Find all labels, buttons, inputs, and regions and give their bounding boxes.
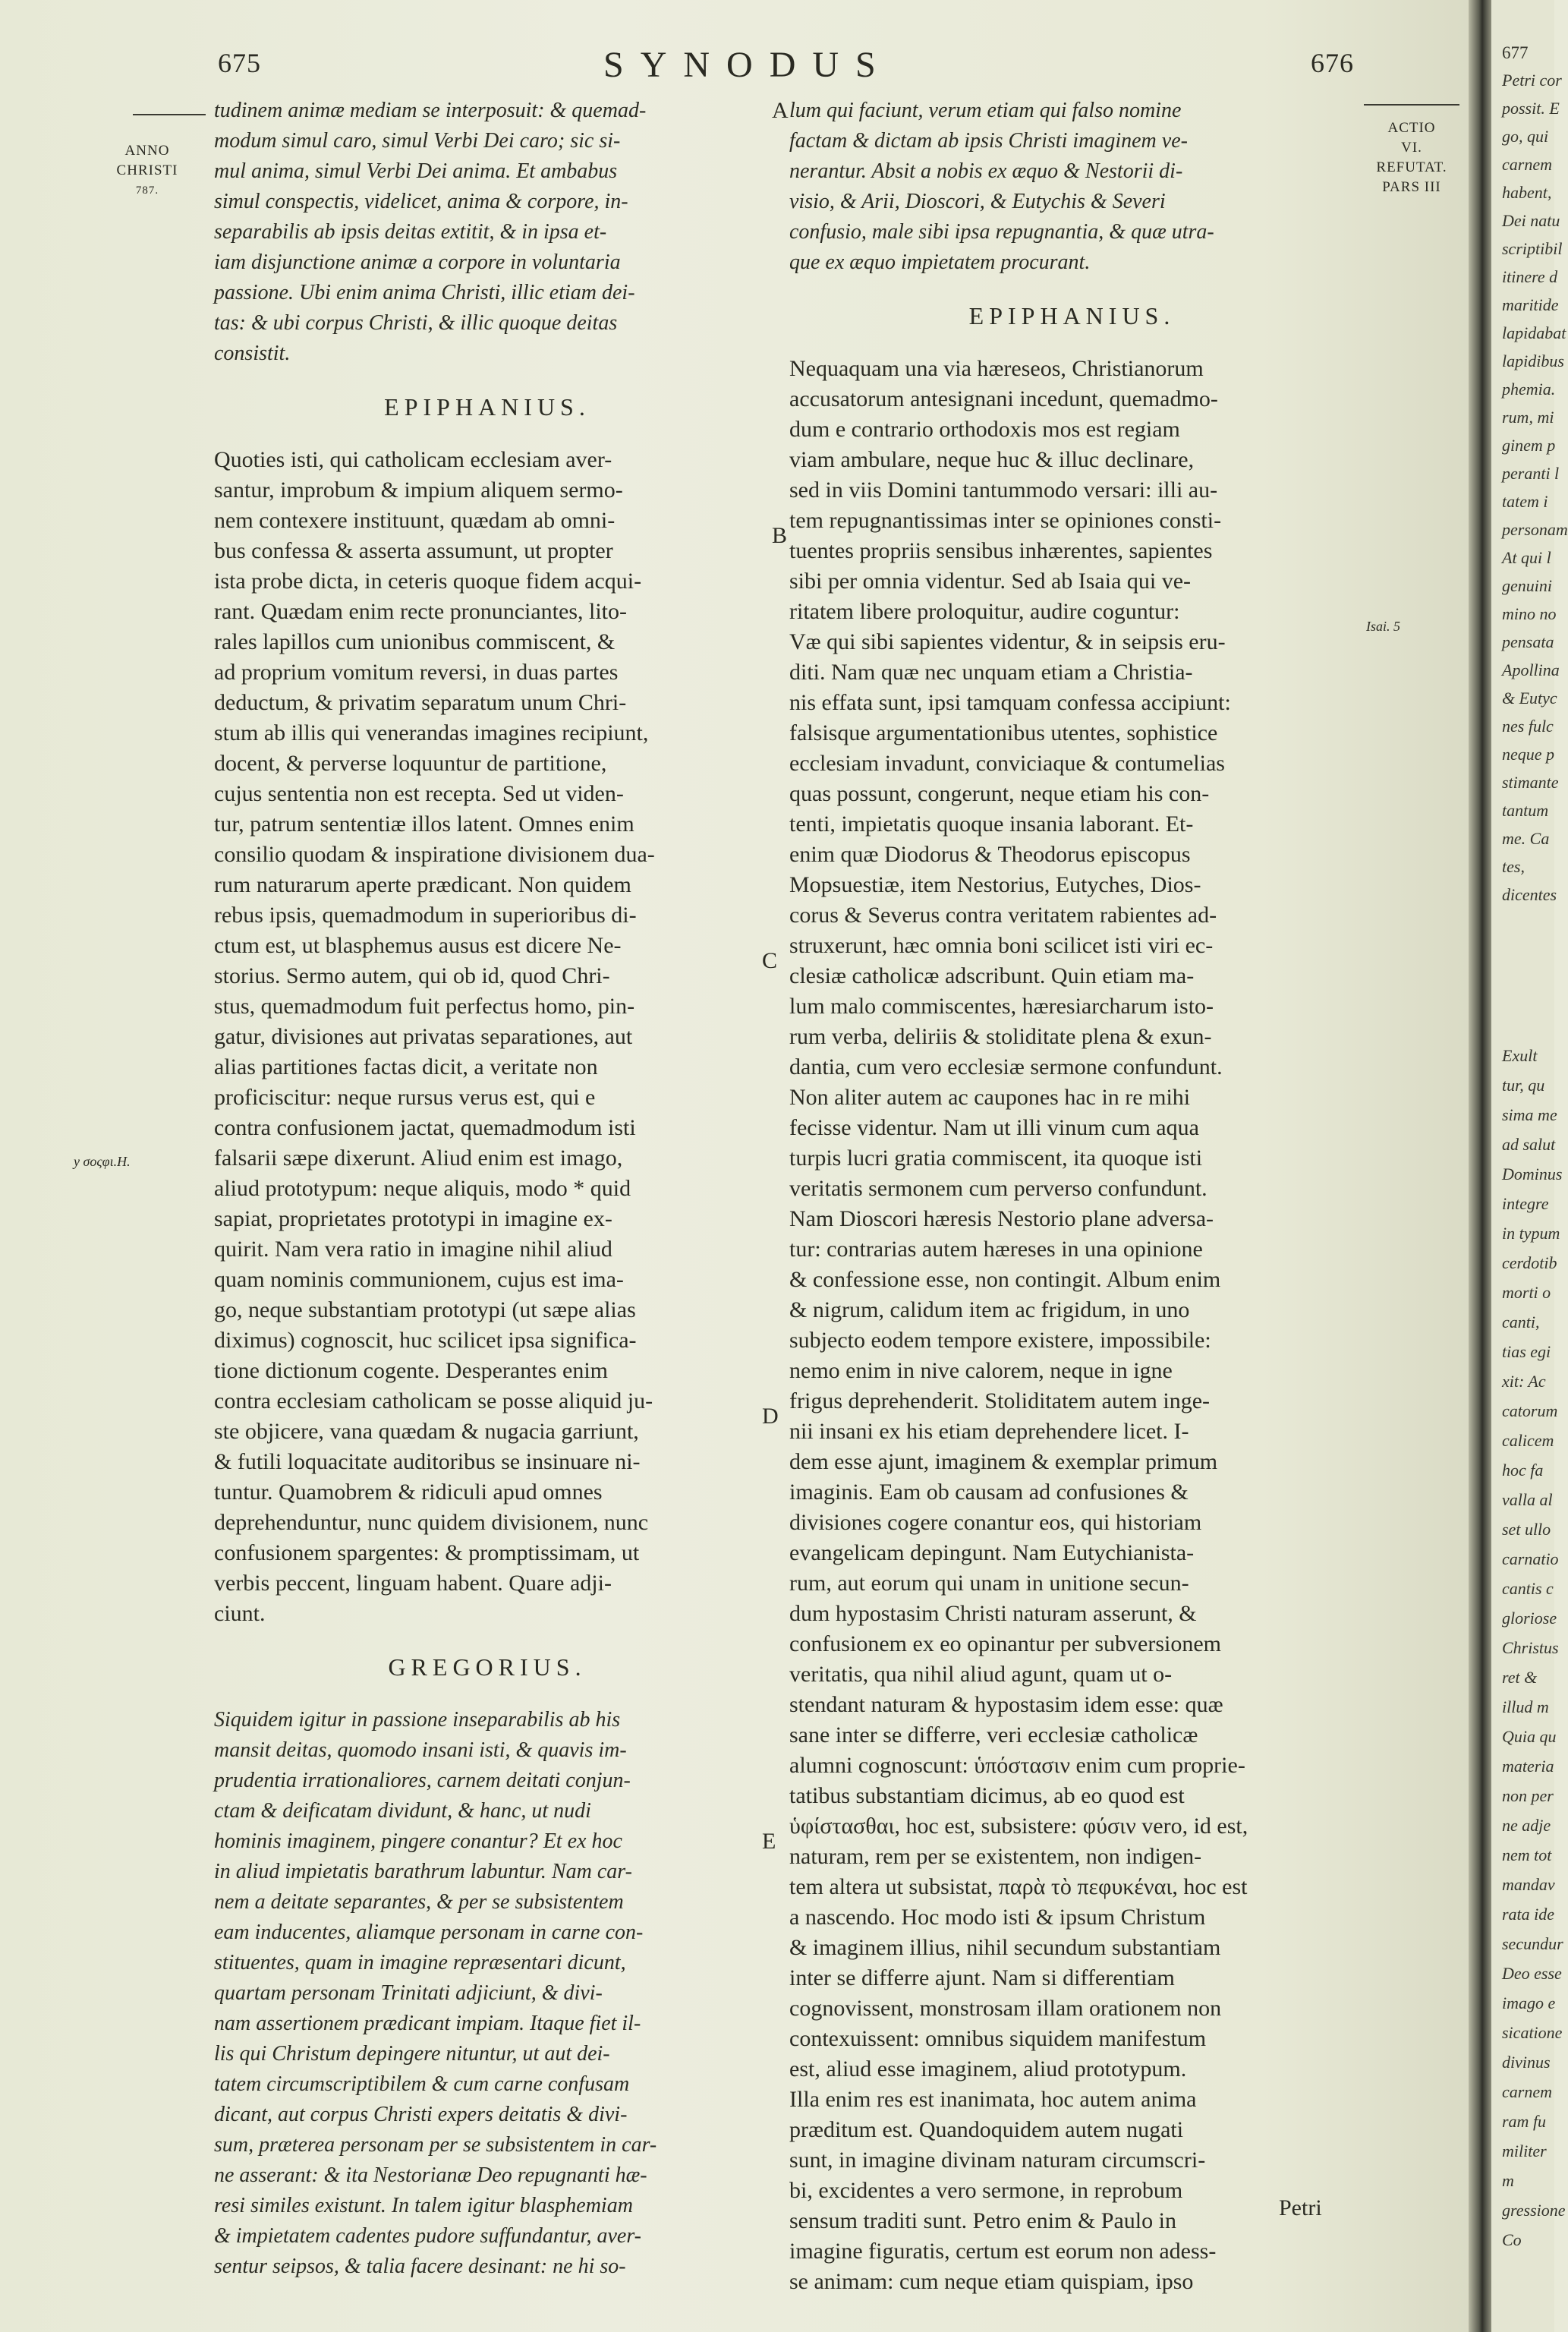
text-line: tur: contrarias autem hæreses in una opinione	[789, 1237, 1203, 1262]
text-line: imagine figuratis, certum est eorum non adess-	[789, 2239, 1217, 2264]
text-line: dantia, cum vero ecclesiæ sermone confundunt.	[789, 1054, 1223, 1079]
adjacent-page-fragment: ne adje	[1502, 1816, 1551, 1835]
text-line: rum naturarum aperte prædicant. Non quidem	[214, 872, 631, 897]
text-line: contexuissent: omnibus siquidem manifestum	[789, 2026, 1207, 2051]
text-line: Non aliter autem ac caupones hac in re mihi	[789, 1085, 1191, 1110]
text-line: quartam personam Trinitati adjiciunt, & divi-	[214, 1981, 603, 2005]
text-line: mul anima, simul Verbi Dei anima. Et ambabus	[214, 159, 618, 183]
text-line: modum simul caro, simul Verbi Dei caro; sic si-	[214, 129, 621, 153]
adjacent-page-fragment: morti o	[1502, 1283, 1551, 1302]
text-line: dum e contrario orthodoxis mos est regiam	[789, 417, 1180, 442]
text-line: lum malo commiscentes, hæresiarcharum isto-	[789, 994, 1214, 1019]
text-line: santur, improbum & impium aliquem sermo-	[214, 477, 623, 503]
catchword: Petri	[1279, 2195, 1322, 2220]
text-line: sunt, in imagine divinam naturam circumscri-	[789, 2148, 1206, 2173]
marginal-reference-left: y σοςφι.H.	[74, 1154, 131, 1169]
text-line: Væ qui sibi sapientes videntur, & in seipsis eru-	[789, 629, 1226, 654]
text-line: naturam, rem per se existentem, non indigen-	[789, 1844, 1202, 1869]
adjacent-page-fragment: stimante	[1502, 773, 1559, 792]
text-line: tas: & ubi corpus Christi, & illic quoque deitas	[214, 311, 618, 335]
text-line: sensum traditi sunt. Petro enim & Paulo in	[789, 2208, 1176, 2233]
adjacent-page-fragment: imago e	[1502, 1993, 1556, 2012]
text-line: docent, & perverse loquuntur de partitione,	[214, 751, 607, 776]
adjacent-page-fragment: carnatio	[1502, 1549, 1559, 1568]
text-line: diti. Nam quæ nec unquam etiam a Christia-	[789, 660, 1193, 685]
adjacent-page-fragment: Exult	[1502, 1046, 1538, 1065]
text-line: consilio quodam & inspiratione divisionem dua-	[214, 842, 655, 867]
marginal-reference-isaiah: Isai. 5	[1366, 619, 1400, 634]
text-line: dem esse ajunt, imaginem & exemplar primum	[789, 1449, 1218, 1474]
adjacent-page-fragment: dicentes	[1502, 885, 1557, 904]
text-line: se animam: cum neque etiam quispiam, ipso	[789, 2269, 1194, 2294]
text-line: diximus) cognoscit, huc scilicet ipsa significa-	[214, 1328, 637, 1353]
adjacent-page-fragment: 677	[1502, 43, 1529, 62]
adjacent-page-fragment: tias egi	[1502, 1342, 1551, 1361]
adjacent-page-fragment: ram fu	[1502, 2112, 1547, 2131]
text-line: bus confessa & asserta assumunt, ut propter	[214, 538, 613, 563]
text-line: tem repugnantissimas inter se opiniones consti-	[789, 508, 1222, 533]
text-line: cognovissent, monstrosam illam orationem non	[789, 1996, 1222, 2021]
text-line: rum, aut eorum qui unam in unitione secun-	[789, 1571, 1189, 1596]
text-line: tudinem animæ mediam se interposuit: & quemad-	[214, 99, 647, 122]
adjacent-page-fragment: sima me	[1502, 1105, 1557, 1124]
margin-note-anno-line: ANNO	[124, 143, 170, 159]
margin-note-christi-line: CHRISTI	[116, 162, 178, 178]
adjacent-page-fragment: gressione	[1502, 2201, 1566, 2220]
text-line: nii insani ex his etiam deprehendere licet. I-	[789, 1419, 1189, 1444]
adjacent-page-fragment: ret &	[1502, 1668, 1538, 1687]
text-line: quirit. Nam vera ratio in imagine nihil aliud	[214, 1237, 612, 1262]
text-line: nem contexere instituunt, quædam ab omni-	[214, 508, 616, 533]
adjacent-page-fragment: in typum	[1502, 1224, 1560, 1243]
adjacent-page-fragment: gloriose	[1502, 1609, 1557, 1628]
text-line: rum verba, deliriis & stoliditate plena & exun-	[789, 1024, 1212, 1049]
section-heading-epiphanius: EPIPHANIUS.	[384, 393, 590, 421]
adjacent-page-fragment: illud m	[1502, 1697, 1549, 1716]
adjacent-page-fragment: hoc fa	[1502, 1461, 1544, 1480]
book-gutter	[1469, 0, 1491, 2332]
text-line: Quoties isti, qui catholicam ecclesiam aver-	[214, 447, 612, 472]
text-line: mansit deitas, quomodo insani isti, & quavis im-	[214, 1738, 627, 1762]
text-line: go, neque substantiam prototypi (ut sæpe alias	[214, 1297, 636, 1322]
adjacent-page-fragment: personam	[1502, 520, 1568, 539]
text-line: sapiat, proprietates prototypi in imagine ex-	[214, 1206, 612, 1231]
spacer	[214, 422, 760, 445]
adjacent-page-fragment: calicem	[1502, 1431, 1554, 1450]
text-line: struxerunt, hæc omnia boni scilicet isti viri ec-	[789, 933, 1214, 958]
text-line: gatur, divisiones aut privatas separationes, aut	[214, 1024, 633, 1049]
adjacent-page-edge	[1491, 0, 1568, 2332]
text-line: aliud prototypum: neque aliquis, modo * quid	[214, 1176, 631, 1201]
text-line: tatem circumscriptibilem & cum carne confusam	[214, 2072, 630, 2096]
text-line: lum qui faciunt, verum etiam qui falso nomine	[789, 99, 1182, 122]
text-line: nemo enim in nive calorem, neque in igne	[789, 1358, 1173, 1383]
text-line: & futili loquacitate auditoribus se insinuare ni-	[214, 1449, 641, 1474]
adjacent-page-fragment: lapidibus	[1502, 351, 1564, 370]
text-line: tione dictionum cogente. Desperantes enim	[214, 1358, 609, 1383]
adjacent-page-fragment: xit: Ac	[1502, 1372, 1546, 1391]
adjacent-page-fragment: neque p	[1502, 745, 1555, 764]
adjacent-page-fragment: tatem i	[1502, 492, 1548, 511]
text-line: deprehenduntur, nunc quidem divisionem, nunc	[214, 1510, 649, 1535]
adjacent-page-fragment: catorum	[1502, 1401, 1558, 1420]
text-line: accusatorum antesignani incedunt, quemadmo-	[789, 386, 1218, 411]
text-line: quas possunt, congerunt, neque etiam his con-	[789, 781, 1210, 806]
text-line: hominis imaginem, pingere conantur? Et ex hoc	[214, 1829, 622, 1853]
text-line: ste objicere, vana quædam & nugacia garriunt,	[214, 1419, 639, 1444]
text-line: Mopsuestiæ, item Nestorius, Eutyches, Dios-	[789, 872, 1201, 897]
adjacent-page-fragment: pensata	[1502, 632, 1554, 651]
adjacent-page-fragment: & Eutyc	[1502, 689, 1557, 707]
adjacent-page-fragment: non per	[1502, 1786, 1554, 1805]
page-number-left: 675	[218, 48, 261, 78]
adjacent-page-fragment: At qui l	[1502, 548, 1551, 567]
text-line: Siquidem igitur in passione inseparabilis ab his	[214, 1708, 621, 1732]
text-line: ista probe dicta, in ceteris quoque fidem acqui-	[214, 569, 642, 594]
adjacent-page-fragment: divinus	[1502, 2053, 1551, 2072]
spacer	[789, 331, 1355, 354]
text-line: nerantur. Absit a nobis ex æquo & Nestorii di-	[789, 159, 1183, 183]
text-line: confusionem spargentes: & promptissimam, ut	[214, 1540, 640, 1565]
text-line: rant. Quædam enim recte pronunciantes, lito-	[214, 599, 627, 624]
spacer	[789, 278, 1355, 301]
text-line: proficiscitur: neque rursus verus est, qui e	[214, 1085, 596, 1110]
text-line: passione. Ubi enim anima Christi, illic etiam dei-	[214, 281, 635, 304]
adjacent-page-fragment: Dei natu	[1502, 211, 1560, 230]
text-line: ritatem libere proloquitur, audire coguntur:	[789, 599, 1180, 624]
spacer	[214, 1682, 760, 1705]
adjacent-page-fragment: go, qui	[1502, 127, 1549, 146]
text-line: & impietatem cadentes pudore suffundantur, aver-	[214, 2224, 641, 2248]
adjacent-page-fragment: canti,	[1502, 1313, 1540, 1331]
adjacent-page-fragment: maritide	[1502, 295, 1559, 314]
adjacent-page-fragment: cantis c	[1502, 1579, 1554, 1598]
adjacent-page-fragment: Petri cor	[1502, 71, 1562, 90]
margin-note-actio-line: ACTIO	[1387, 120, 1436, 136]
page-number-right: 676	[1311, 48, 1354, 78]
text-line: tur, patrum sententiæ illos latent. Omnes enim	[214, 811, 634, 837]
text-line: que ex æquo impietatem procurant.	[789, 251, 1091, 274]
adjacent-page-fragment: sicatione	[1502, 2023, 1563, 2042]
margin-note-vi-line: VI.	[1401, 140, 1422, 156]
section-letter-c: C	[762, 948, 778, 973]
section-letter-a: A	[772, 98, 789, 123]
text-line: deductum, & privatim separatum unum Chri-	[214, 690, 627, 715]
text-line: sentur seipsos, & talia facere desinant: ne hi so-	[214, 2255, 626, 2278]
adjacent-page-fragment: itinere d	[1502, 267, 1558, 286]
text-line: contra ecclesiam catholicam se posse aliquid ju-	[214, 1388, 653, 1413]
adjacent-page-fragment: scriptibil	[1502, 239, 1563, 258]
text-line: præditum est. Quandoquidem autem nugati	[789, 2117, 1184, 2142]
adjacent-page-fragment: lapidabat	[1502, 323, 1566, 342]
text-line: eam inducentes, aliamque personam in carne con-	[214, 1921, 644, 1944]
text-line: prudentia irrationaliores, carnem deitati conjun-	[214, 1769, 631, 1792]
adjacent-page-fragment: rata ide	[1502, 1905, 1555, 1924]
adjacent-page-fragment: Apollina	[1502, 660, 1560, 679]
adjacent-page-fragment: m	[1502, 2171, 1514, 2190]
text-line: stus, quemadmodum fuit perfectus homo, pin-	[214, 994, 635, 1019]
text-line: separabilis ab ipsis deitas extitit, & in ipsa et-	[214, 220, 607, 244]
text-line: inter se differre ajunt. Nam si differentiam	[789, 1965, 1175, 1990]
text-line: falsarii sæpe dixerunt. Aliud enim est imago,	[214, 1146, 623, 1171]
adjacent-page-fragment: genuini	[1502, 576, 1552, 595]
adjacent-page-fragment: rum, mi	[1502, 408, 1554, 427]
section-heading-epiphanius: EPIPHANIUS.	[968, 302, 1176, 329]
text-line: factam & dictam ab ipsis Christi imaginem ve-	[789, 129, 1188, 153]
text-line: ad proprium vomitum reversi, in duas partes	[214, 660, 619, 685]
text-line: alumni cognoscunt: ὑπόστασιν enim cum proprie-	[789, 1753, 1245, 1778]
text-line: confusionem ex eo opinantur per subversionem	[789, 1631, 1222, 1656]
spacer	[214, 1629, 760, 1652]
text-line: a nascendo. Hoc modo isti & ipsum Christum	[789, 1905, 1206, 1930]
margin-rule-left	[133, 114, 206, 115]
text-line: sum, præterea personam per se subsistentem in car-	[214, 2133, 657, 2157]
text-line: stendant naturam & hypostasim idem esse: quæ	[789, 1692, 1223, 1717]
adjacent-page-fragment: secundur	[1502, 1934, 1563, 1953]
margin-note-year-line: 787.	[135, 184, 159, 197]
adjacent-page-fragment: ad salut	[1502, 1135, 1556, 1154]
text-line: bi, excidentes a vero sermone, in reprobum	[789, 2178, 1183, 2203]
adjacent-page-fragment: nem tot	[1502, 1845, 1552, 1864]
adjacent-page-fragment: ginem p	[1502, 436, 1556, 455]
text-line: rebus ipsis, quemadmodum in superioribus di-	[214, 903, 637, 928]
left-intro-paragraph	[214, 96, 760, 369]
text-line: consistit.	[214, 342, 291, 365]
adjacent-page-fragment: tantum	[1502, 801, 1549, 820]
text-line: subjecto eodem tempore existere, impossibile:	[789, 1328, 1211, 1353]
adjacent-page-fragment: carnem	[1502, 2082, 1552, 2101]
text-line: alias partitiones factas dicit, a veritate non	[214, 1054, 598, 1079]
right-intro-paragraph	[789, 96, 1355, 278]
adjacent-page-fragment: set ullo	[1502, 1520, 1551, 1539]
adjacent-page-fragment: Christus	[1502, 1638, 1559, 1657]
text-line: tuentes propriis sensibus inhærentes, sapientes	[789, 538, 1213, 563]
text-line: sed in viis Domini tantummodo versari: illi au-	[789, 477, 1218, 503]
margin-note-refutat-line: REFUTAT.	[1376, 159, 1447, 175]
adjacent-page-fragment: mino no	[1502, 604, 1557, 623]
text-line: lis qui Christum depingere nituntur, ut aut dei-	[214, 2042, 610, 2066]
text-line: confusio, male sibi ipsa repugnantia, & quæ utra-	[789, 220, 1214, 244]
adjacent-page-fragment: materia	[1502, 1757, 1554, 1776]
text-line: ecclesiam invadunt, conviciaque & contumelias	[789, 751, 1225, 776]
adjacent-page-fragment: tur, qu	[1502, 1076, 1545, 1095]
text-line: Nequaquam una via hæreseos, Christianorum	[789, 356, 1204, 381]
right-epiphanius-paragraph	[789, 354, 1355, 2297]
left-epiphanius-paragraph	[214, 445, 760, 1629]
adjacent-page-fragment: Deo esse	[1502, 1964, 1562, 1983]
text-line: viam ambulare, neque huc & illuc declinare,	[789, 447, 1195, 472]
margin-note-actio	[1364, 118, 1459, 197]
adjacent-page-fragment: cerdotib	[1502, 1253, 1557, 1272]
adjacent-page-fragment: integre	[1502, 1194, 1549, 1213]
text-line: evangelicam depingunt. Nam Eutychianista-	[789, 1540, 1195, 1565]
text-line: visio, & Arii, Dioscori, & Eutychis & Severi	[789, 190, 1166, 213]
text-line: stum ab illis qui venerandas imagines recipiunt,	[214, 720, 649, 745]
text-line: turpis lucri gratia commiscent, ita quoque isti	[789, 1146, 1203, 1171]
text-line: resi similes existunt. In talem igitur blasphemiam	[214, 2194, 633, 2217]
text-line: simul conspectis, videlicet, anima & corpore, in-	[214, 190, 628, 213]
text-line: ὑφίστασθαι, hoc est, subsistere: φύσιν vero, id est,	[789, 1814, 1248, 1839]
text-line: dicant, aut corpus Christi expers deitatis & divi-	[214, 2103, 628, 2126]
text-line: iam disjunctione animæ a corpore in voluntaria	[214, 251, 621, 274]
adjacent-page-fragment: mandav	[1502, 1875, 1555, 1894]
text-line: frigus deprehenderit. Stoliditatem autem inge-	[789, 1388, 1211, 1413]
text-line: fecisse videntur. Nam ut illi vinum cum aqua	[789, 1115, 1199, 1140]
adjacent-page-fragment: tes,	[1502, 857, 1525, 876]
text-line: veritatis sermonem cum perverso confundunt.	[789, 1176, 1207, 1201]
text-line: dum hypostasim Christi naturam asserunt, &	[789, 1601, 1197, 1626]
text-line: contra confusionem jactat, quemadmodum isti	[214, 1115, 636, 1140]
text-line: ne asserant: & ita Nestorianæ Deo repugnanti hæ-	[214, 2163, 647, 2187]
text-line: verbis peccent, linguam habent. Quare adji-	[214, 1571, 612, 1596]
text-line: & imaginem illius, nihil secundum substantiam	[789, 1935, 1221, 1960]
adjacent-page-fragment: valla al	[1502, 1490, 1553, 1509]
left-gregorius-paragraph	[214, 1705, 760, 2282]
text-line: cujus sententia non est recepta. Sed ut viden-	[214, 781, 624, 806]
section-letter-e: E	[762, 1829, 776, 1854]
text-line: tuntur. Quamobrem & ridiculi apud omnes	[214, 1480, 603, 1505]
text-line: tem altera ut subsistat, παρὰ τὸ πεφυκέναι, hoc est	[789, 1874, 1248, 1899]
text-line: rales lapillos cum unionibus commiscent, &	[214, 629, 616, 654]
text-line: & confessione esse, non contingit. Album enim	[789, 1267, 1221, 1292]
adjacent-page-fragment: militer	[1502, 2141, 1547, 2160]
text-line: storius. Sermo autem, qui ob id, quod Chri-	[214, 963, 610, 988]
adjacent-page-fragment: carnem	[1502, 155, 1552, 174]
adjacent-page-fragment: phemia.	[1502, 380, 1556, 399]
adjacent-page-fragment: Co	[1502, 2230, 1522, 2249]
running-head-title: SYNODUS	[603, 45, 893, 85]
text-line: falsisque argumentationibus utentes, sophistice	[789, 720, 1218, 745]
text-line: ctum est, ut blasphemus ausus est dicere Ne-	[214, 933, 622, 958]
text-line: & nigrum, calidum item ac frigidum, in uno	[789, 1297, 1190, 1322]
text-line: sibi per omnia videntur. Sed ab Isaia qui ve-	[789, 569, 1192, 594]
adjacent-page-fragment: Quia qu	[1502, 1727, 1557, 1746]
text-line: est, aliud esse imaginem, aliud prototypum.	[789, 2056, 1187, 2081]
text-line: nis effata sunt, ipsi tamquam confessa accipiunt:	[789, 690, 1231, 715]
adjacent-page-fragment: habent,	[1502, 183, 1552, 202]
left-column	[214, 96, 760, 2282]
text-line: tatibus substantiam dicimus, ab eo quod est	[789, 1783, 1185, 1808]
text-line: nem a deitate separantes, & per se subsistentem	[214, 1890, 624, 1914]
section-letter-d: D	[762, 1404, 779, 1429]
adjacent-page-fragment: peranti l	[1502, 464, 1560, 483]
text-line: quam nominis communionem, cujus est ima-	[214, 1267, 624, 1292]
text-line: Nam Dioscori hæresis Nestorio plane adversa-	[789, 1206, 1214, 1231]
spacer	[214, 369, 760, 392]
adjacent-page-fragment: possit. E	[1502, 99, 1560, 118]
text-line: nam assertionem prædicant impiam. Itaque fiet il-	[214, 2012, 641, 2035]
text-line: sane inter se differre, veri ecclesiæ catholicæ	[789, 1722, 1198, 1747]
margin-note-anno	[90, 141, 205, 200]
section-heading-gregorius: GREGORIUS.	[388, 1653, 587, 1681]
section-letter-b: B	[772, 523, 788, 548]
text-line: Illa enim res est inanimata, hoc autem anima	[789, 2087, 1197, 2112]
text-line: in aliud impietatis barathrum labuntur. Nam car-	[214, 1860, 632, 1883]
text-line: stituentes, quam in imagine repræsentari dicunt,	[214, 1951, 626, 1974]
text-line: veritatis, qua nihil aliud agunt, quam ut o-	[789, 1662, 1173, 1687]
text-line: imaginis. Eam ob causam ad confusiones &	[789, 1480, 1189, 1505]
margin-note-pars-line: PARS III	[1382, 179, 1441, 195]
text-line: divisiones cogere conantur eos, qui historiam	[789, 1510, 1202, 1535]
text-line: ciunt.	[214, 1601, 266, 1626]
text-line: enim quæ Diodorus & Theodorus episcopus	[789, 842, 1191, 867]
margin-rule-right	[1364, 104, 1459, 106]
text-line: corus & Severus contra veritatem rabientes ad-	[789, 903, 1217, 928]
right-column	[789, 96, 1355, 2297]
adjacent-page-fragment: me. Ca	[1502, 829, 1550, 848]
adjacent-page-fragment: nes fulc	[1502, 717, 1554, 736]
text-line: ctam & deificatam dividunt, & hanc, ut nudi	[214, 1799, 591, 1823]
adjacent-page-fragment: Dominus	[1502, 1164, 1563, 1183]
text-line: tenti, impietatis quoque insania laborant. Et-	[789, 811, 1194, 837]
text-line: clesiæ catholicæ adscribunt. Quin etiam ma-	[789, 963, 1195, 988]
